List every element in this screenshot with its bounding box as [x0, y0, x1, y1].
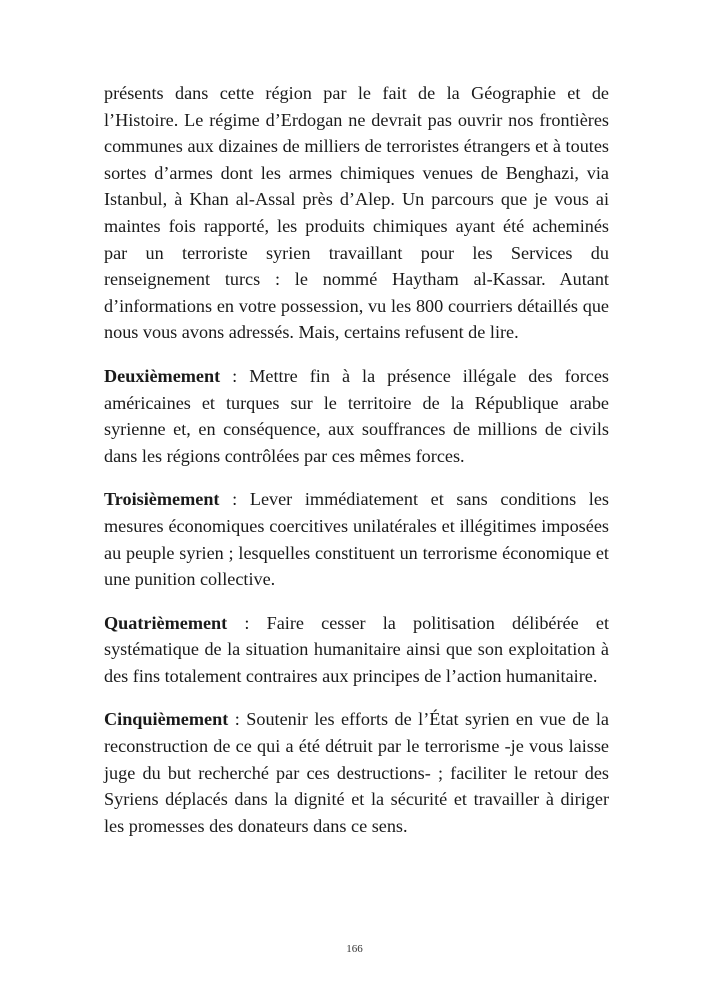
paragraph-lead: Deuxièmement: [104, 365, 221, 386]
document-body: [104, 80, 609, 856]
paragraph-quatriemement: [104, 610, 609, 690]
paragraph-text: : Faire cesser la politisation délibérée et systématique de la situation humanitaire ainsi que son exploitation à des fins totalement contraires aux principes de l’action humanitaire.: [104, 612, 609, 686]
paragraph-cinquiemement: [104, 706, 609, 839]
paragraph-lead: Troisièmement: [104, 489, 220, 510]
paragraph-deuxiemement: [104, 363, 609, 469]
paragraph-text: : Mettre fin à la présence illégale des forces américaines et turques sur le territoire de la République arabe syrienne et, en conséquence, aux souffrances de millions de civils dans les régions contrôlées par ces mêmes forces.: [104, 365, 609, 466]
paragraph-lead: Quatrièmement: [104, 612, 228, 633]
paragraph-continuation: [104, 80, 609, 346]
paragraph-troisiemement: [104, 486, 609, 592]
paragraph-lead: Cinquièmement: [104, 709, 229, 730]
paragraph-text: présents dans cette région par le fait de la Géographie et de l’Histoire. Le régime d’Erdogan ne devrait pas ouvrir nos frontières communes aux dizaines de milliers de terroristes étrangers et à toutes sortes d’armes dont les armes chimiques venues de Benghazi, via Istanbul, à Khan al-Assal près d’Alep. Un parcours que je vous ai maintes fois rapporté, les produits chimiques ayant été acheminés par un terroriste syrien travaillant pour les Services du renseignement turcs : le nommé Haytham al-Kassar. Autant d’informations en votre possession, vu les 800 courriers détaillés que nous vous avons adressés. Mais, certains refusent de lire.: [104, 83, 609, 343]
paragraph-text: : Lever immédiatement et sans conditions les mesures économiques coercitives unilatérales et illégitimes imposées au peuple syrien ; lesquelles constituent un terrorisme économique et une punition collective.: [104, 489, 609, 590]
page-number: 166: [346, 943, 363, 955]
paragraph-text: : Soutenir les efforts de l’État syrien en vue de la reconstruction de ce qui a été détruit par le terrorisme -je vous laisse juge du but recherché par ces destructions- ; faciliter le retour des Syriens déplacés dans la dignité et la sécurité et travailler à diriger les promesses des donateurs dans ce sens.: [104, 709, 609, 836]
